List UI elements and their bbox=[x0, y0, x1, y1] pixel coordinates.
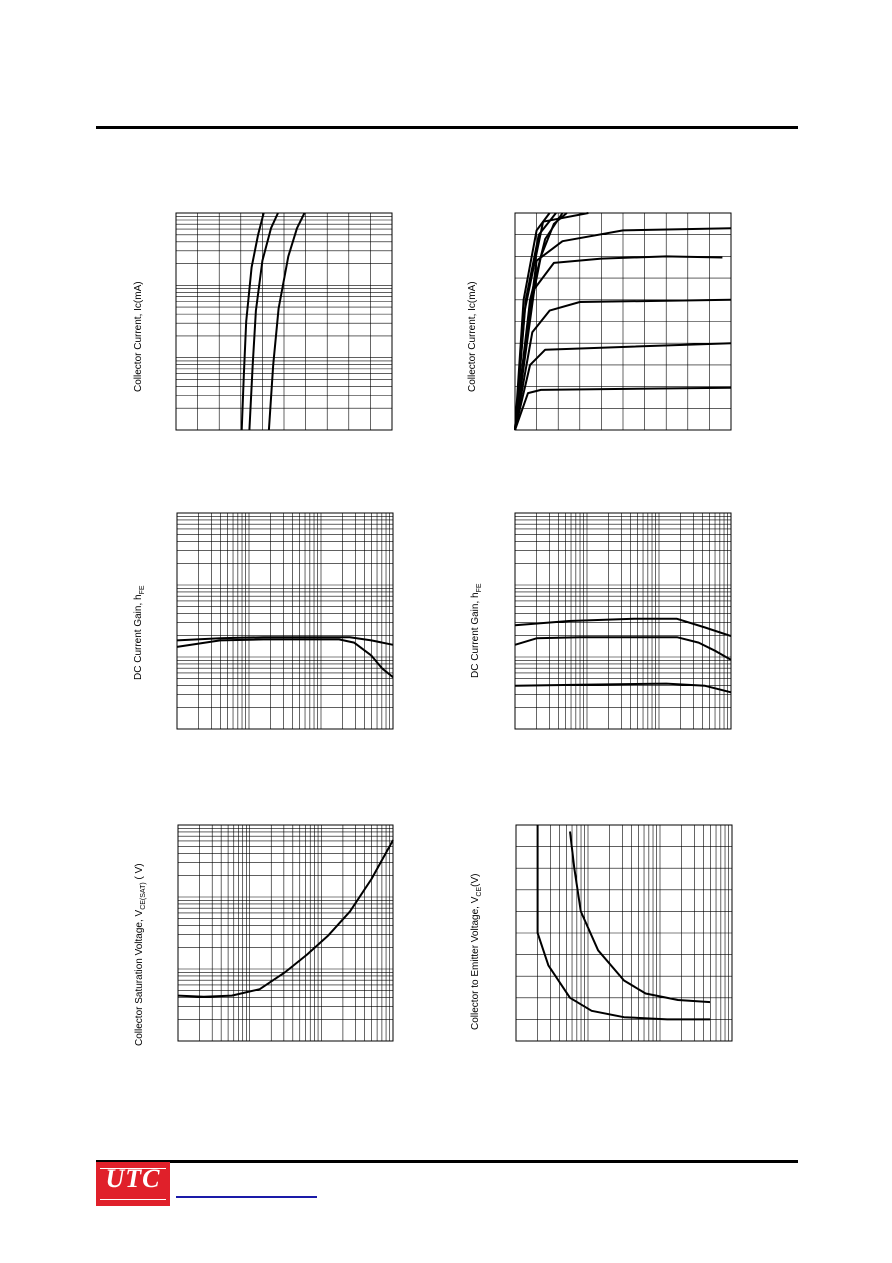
series-line-2 bbox=[515, 637, 731, 660]
chart-ic-vs-vbe bbox=[176, 213, 392, 430]
chart1-ylabel: Collector Current, Ic(mA) bbox=[133, 281, 144, 392]
chart-vcesat-vs-ic bbox=[178, 825, 393, 1041]
footer-link[interactable] bbox=[176, 1196, 317, 1198]
logo-text: UTC bbox=[105, 1164, 161, 1193]
chart4-ylabel: DC Current Gain, $h_{FE}$ bbox=[470, 583, 483, 678]
series-line-2 bbox=[249, 213, 278, 430]
series-line-1 bbox=[242, 213, 264, 430]
chart5-ylabel: Collector Saturation Voltage, $V_{CE(SAT)}$ ( V) bbox=[134, 863, 147, 1046]
series-line-2 bbox=[570, 832, 710, 1003]
chart2-ylabel: Collector Current, Ic(mA) bbox=[467, 281, 478, 392]
header-rule bbox=[96, 126, 798, 129]
chart3-ylabel: DC Current Gain, $h_{FE}$ bbox=[133, 585, 146, 680]
chart-hfe-vs-ic-2 bbox=[515, 513, 731, 729]
footer-rule bbox=[96, 1160, 798, 1163]
chart-ic-vs-vce bbox=[515, 213, 731, 430]
chart-vce-vs-ib bbox=[516, 825, 732, 1041]
series-line-1 bbox=[538, 825, 711, 1019]
chart-hfe-vs-ic-1 bbox=[177, 513, 393, 729]
utc-logo bbox=[96, 1162, 170, 1206]
series-line-2 bbox=[177, 637, 393, 645]
series-line-1 bbox=[515, 619, 731, 636]
series-line-1 bbox=[177, 639, 393, 677]
chart6-ylabel: Collector to Emitter Voltage, $V_{CE}(V)$ bbox=[470, 873, 483, 1030]
series-line-3 bbox=[269, 213, 305, 430]
series-line-3 bbox=[515, 684, 731, 693]
